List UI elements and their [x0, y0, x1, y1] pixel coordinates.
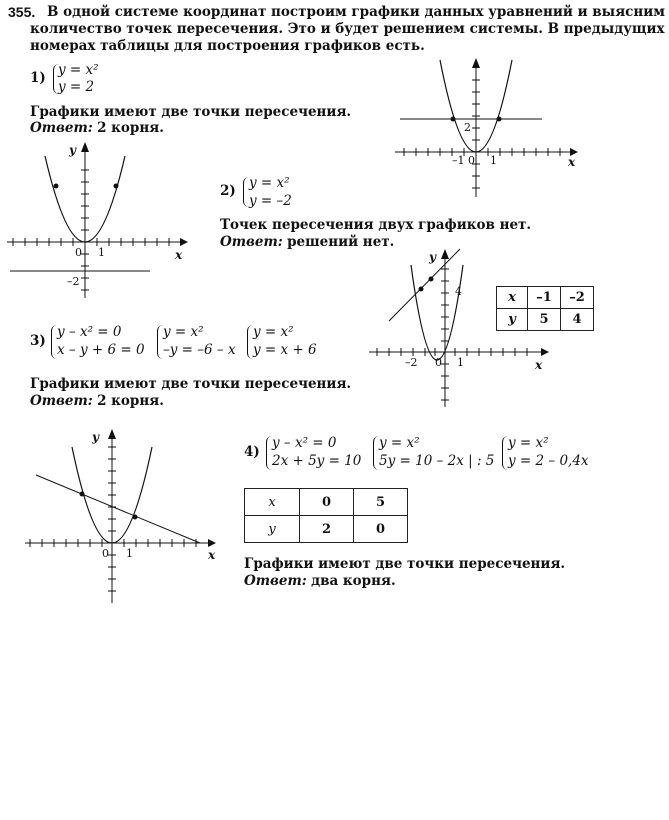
g3-zero-label: 0 — [435, 356, 442, 369]
part3-sys3-eq1: y = x² — [253, 324, 294, 340]
problem-number: 355. — [8, 4, 36, 20]
part1-eq1: y = x² — [58, 62, 99, 78]
g3-x-label: x — [535, 358, 543, 372]
table-cell: 0 — [354, 516, 408, 543]
g1-two-label: 2 — [464, 121, 471, 134]
g1-zero-label: 0 — [468, 154, 475, 167]
part4-sys3-eq1: y = x² — [508, 435, 549, 451]
part3-label: 3) — [30, 333, 46, 349]
g2-minus2-label: –2 — [67, 275, 80, 288]
g3-y-label: y — [429, 250, 436, 264]
part4-sys2-eq1: y = x² — [379, 435, 420, 451]
g4-one-label: 1 — [126, 547, 133, 560]
g3-minus2-label: –2 — [405, 356, 418, 369]
g4-zero-label: 0 — [102, 547, 109, 560]
g4-x-label: x — [208, 548, 216, 562]
part1-eq2: y = 2 — [58, 79, 95, 95]
part4-value-table — [244, 488, 408, 543]
part2-value-table — [496, 286, 594, 331]
part3-sys2-eq1: y = x² — [163, 324, 204, 340]
table-cell: 5 — [354, 489, 408, 516]
part2-eq1: y = x² — [249, 175, 290, 191]
g2-y-label: y — [69, 143, 76, 157]
part4-result: Графики имеют две точки пересечения. — [244, 556, 566, 572]
table-cell: 5 — [528, 309, 561, 331]
part3-sys1-eq2: x – y + 6 = 0 — [57, 342, 145, 358]
part3-answer-label: Ответ: — [30, 393, 93, 409]
g2-zero-label: 0 — [75, 246, 82, 259]
part4-answer — [244, 573, 396, 590]
intro-line-2: количество точек пересечения. Это и будет решением системы. В предыдущих — [30, 21, 665, 37]
table-cell: –1 — [528, 287, 561, 309]
graph-1 — [380, 52, 590, 202]
graph-4 — [20, 425, 225, 605]
intro-line-3: номерах таблицы для построения графиков есть. — [30, 38, 425, 54]
part4-answer-label: Ответ: — [244, 573, 307, 589]
part3-sys1-eq1: y – x² = 0 — [57, 324, 122, 340]
table-row — [497, 309, 594, 331]
part2-answer-text: решений нет. — [287, 234, 395, 250]
part1-answer-label: Ответ: — [30, 120, 93, 136]
g2-one-label: 1 — [98, 246, 105, 259]
part3-sys2-eq2: –y = –6 – x — [163, 342, 236, 358]
part4-label: 4) — [244, 444, 260, 460]
part3-sys3-eq2: y = x + 6 — [253, 342, 317, 358]
intro-line-1: В одной системе координат построим графики данных уравнений и выясним — [47, 4, 666, 20]
g2-x-label: x — [175, 248, 183, 262]
table-cell: x — [245, 489, 300, 516]
table-cell: 0 — [300, 489, 354, 516]
part4-sys1-eq2: 2x + 5y = 10 — [272, 453, 362, 469]
table-cell: y — [497, 309, 528, 331]
part1-answer-text: 2 корня. — [97, 120, 164, 136]
part3-answer-text: 2 корня. — [97, 393, 164, 409]
part2-label: 2) — [220, 183, 236, 199]
table-row — [245, 489, 408, 516]
table-cell: –2 — [561, 287, 594, 309]
part3-result: Графики имеют две точки пересечения. — [30, 376, 352, 392]
table-cell: y — [245, 516, 300, 543]
part1-result: Графики имеют две точки пересечения. — [30, 104, 352, 120]
part4-sys3-eq2: y = 2 – 0,4x — [508, 453, 589, 469]
part2-answer-label: Ответ: — [220, 234, 283, 250]
part2-eq2: y = –2 — [249, 193, 292, 209]
table-cell: 2 — [300, 516, 354, 543]
part2-result: Точек пересечения двух графиков нет. — [220, 217, 532, 233]
part4-answer-text: два корня. — [311, 573, 396, 589]
table-row — [497, 287, 594, 309]
part4-sys2-eq2: 5y = 10 – 2x | : 5 — [379, 453, 495, 469]
g4-y-label: y — [92, 430, 99, 444]
part3-answer — [30, 393, 164, 410]
table-cell: 4 — [561, 309, 594, 331]
g1-minus1-label: –1 — [452, 154, 465, 167]
g1-one-label: 1 — [490, 154, 497, 167]
g3-four-label: 4 — [455, 285, 462, 298]
g3-one-label: 1 — [457, 356, 464, 369]
part4-sys1-eq1: y – x² = 0 — [272, 435, 337, 451]
table-cell: x — [497, 287, 528, 309]
part1-answer — [30, 120, 164, 137]
table-row — [245, 516, 408, 543]
part1-label: 1) — [30, 70, 46, 86]
graph-2 — [5, 138, 200, 303]
g1-x-label: x — [568, 155, 576, 169]
